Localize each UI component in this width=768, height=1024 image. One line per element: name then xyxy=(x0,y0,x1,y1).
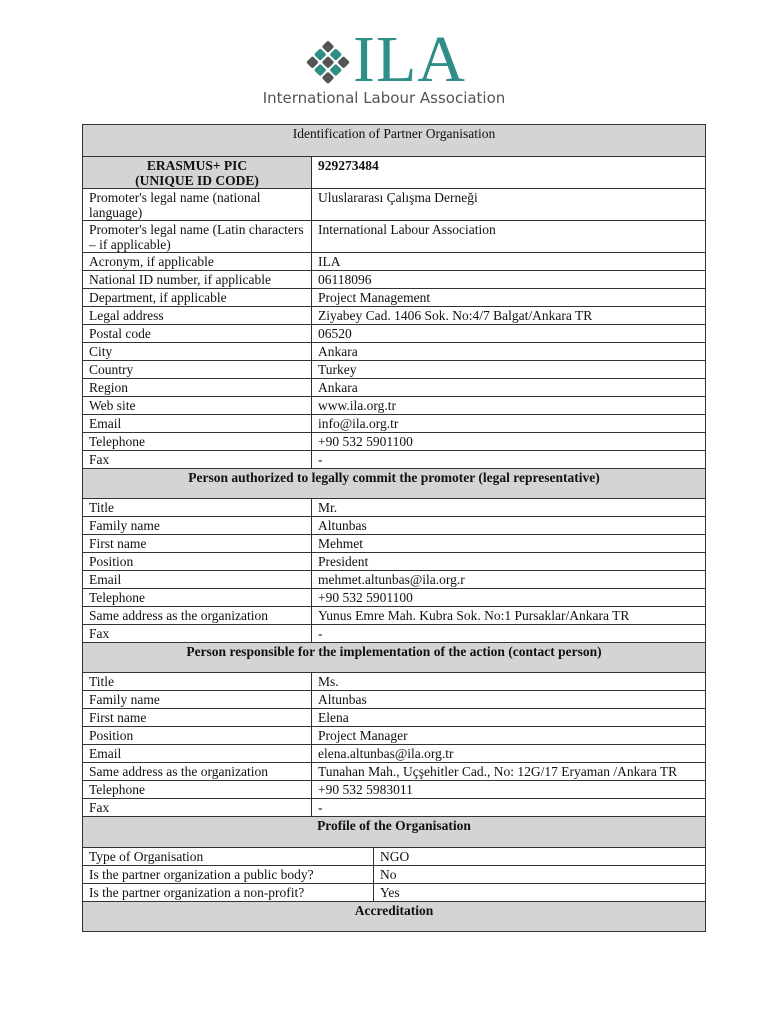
form-row xyxy=(83,325,706,343)
field-value: Yunus Emre Mah. Kubra Sok. No:1 Pursaklar/Ankara TR xyxy=(312,607,706,625)
form-row xyxy=(83,451,706,469)
form-row xyxy=(83,727,706,745)
field-label: Postal code xyxy=(83,325,312,343)
field-value: Turkey xyxy=(312,361,706,379)
form-row xyxy=(83,553,706,571)
section-header-contact-person: Person responsible for the implementation of the action (contact person) xyxy=(83,643,706,673)
field-value: NGO xyxy=(374,848,706,866)
form-row xyxy=(83,781,706,799)
field-label: Type of Organisation xyxy=(83,848,374,866)
field-label: Same address as the organization xyxy=(83,607,312,625)
field-label: Legal address xyxy=(83,307,312,325)
form-row xyxy=(83,361,706,379)
field-value: Uluslararası Çalışma Derneği xyxy=(312,189,706,221)
field-value: mehmet.altunbas@ila.org.r xyxy=(312,571,706,589)
field-value: Ms. xyxy=(312,673,706,691)
form-row xyxy=(83,848,706,866)
field-label: Family name xyxy=(83,691,312,709)
field-label: Fax xyxy=(83,799,312,817)
pic-value: 929273484 xyxy=(312,157,706,189)
form-row xyxy=(83,571,706,589)
form-row xyxy=(83,691,706,709)
field-label: Acronym, if applicable xyxy=(83,253,312,271)
form-row xyxy=(83,625,706,643)
field-label: Country xyxy=(83,361,312,379)
field-value: Ankara xyxy=(312,379,706,397)
form-row xyxy=(83,415,706,433)
form-row xyxy=(83,397,706,415)
section-header-identification: Identification of Partner Organisation xyxy=(83,125,706,157)
document-header xyxy=(0,0,768,124)
contact-person-section xyxy=(83,673,706,817)
form-row xyxy=(83,379,706,397)
form-row xyxy=(83,607,706,625)
field-label: Fax xyxy=(83,451,312,469)
form-row xyxy=(83,589,706,607)
field-label: First name xyxy=(83,709,312,727)
field-value: Mehmet xyxy=(312,535,706,553)
field-label: Email xyxy=(83,745,312,763)
form-row xyxy=(83,189,706,221)
field-value: Altunbas xyxy=(312,517,706,535)
field-label: Email xyxy=(83,415,312,433)
form-row xyxy=(83,884,706,902)
field-label: Email xyxy=(83,571,312,589)
field-value: Ankara xyxy=(312,343,706,361)
field-label: Title xyxy=(83,499,312,517)
field-label: Family name xyxy=(83,517,312,535)
form-row xyxy=(83,517,706,535)
profile-section xyxy=(83,848,706,902)
form-row xyxy=(83,271,706,289)
section-header-accreditation: Accreditation xyxy=(83,902,706,932)
form-row xyxy=(83,289,706,307)
field-value: - xyxy=(312,451,706,469)
pic-row xyxy=(83,157,706,189)
form-row xyxy=(83,221,706,253)
field-label: Position xyxy=(83,553,312,571)
form-row xyxy=(83,535,706,553)
form-row xyxy=(83,343,706,361)
field-label: Title xyxy=(83,673,312,691)
field-value: Yes xyxy=(374,884,706,902)
field-label: Region xyxy=(83,379,312,397)
pic-label xyxy=(83,157,312,189)
field-label: Telephone xyxy=(83,781,312,799)
field-label: Is the partner organization a public body? xyxy=(83,866,374,884)
field-label: Department, if applicable xyxy=(83,289,312,307)
field-value: Tunahan Mah., Uçşehitler Cad., No: 12G/17 Eryaman /Ankara TR xyxy=(312,763,706,781)
field-value: - xyxy=(312,799,706,817)
form-row xyxy=(83,709,706,727)
field-label: Same address as the organization xyxy=(83,763,312,781)
field-label: Position xyxy=(83,727,312,745)
field-value: Altunbas xyxy=(312,691,706,709)
form-row xyxy=(83,799,706,817)
partner-identification-form xyxy=(82,124,706,932)
form-row xyxy=(83,763,706,781)
field-label: First name xyxy=(83,535,312,553)
field-value: +90 532 5901100 xyxy=(312,589,706,607)
logo-wordmark: ILA xyxy=(353,23,466,96)
field-value: ILA xyxy=(312,253,706,271)
field-label: Promoter's legal name (national language) xyxy=(83,189,312,221)
form-row xyxy=(83,433,706,451)
field-value: Project Manager xyxy=(312,727,706,745)
pic-label-line2: (UNIQUE ID CODE) xyxy=(135,173,259,188)
field-label: City xyxy=(83,343,312,361)
form-row xyxy=(83,673,706,691)
field-value: +90 532 5983011 xyxy=(312,781,706,799)
field-value: President xyxy=(312,553,706,571)
field-label: Telephone xyxy=(83,589,312,607)
field-value: elena.altunbas@ila.org.tr xyxy=(312,745,706,763)
form-row xyxy=(83,307,706,325)
form-row xyxy=(83,745,706,763)
section-header-profile: Profile of the Organisation xyxy=(83,817,706,848)
organization-name: International Labour Association xyxy=(262,89,506,107)
ila-logo-icon xyxy=(300,38,356,88)
field-value: Ziyabey Cad. 1406 Sok. No:4/7 Balgat/Ankara TR xyxy=(312,307,706,325)
form-row xyxy=(83,499,706,517)
field-label: Web site xyxy=(83,397,312,415)
field-value: Project Management xyxy=(312,289,706,307)
field-label: National ID number, if applicable xyxy=(83,271,312,289)
field-value: - xyxy=(312,625,706,643)
field-value: info@ila.org.tr xyxy=(312,415,706,433)
field-label: Fax xyxy=(83,625,312,643)
field-value: www.ila.org.tr xyxy=(312,397,706,415)
field-label: Is the partner organization a non-profit? xyxy=(83,884,374,902)
form-row xyxy=(83,253,706,271)
field-label: Promoter's legal name (Latin characters – if applicable) xyxy=(83,221,312,253)
field-label: Telephone xyxy=(83,433,312,451)
section-header-legal-representative: Person authorized to legally commit the promoter (legal representative) xyxy=(83,469,706,499)
legal-representative-section xyxy=(83,499,706,643)
form-row xyxy=(83,866,706,884)
promoter-section xyxy=(83,189,706,469)
field-value: No xyxy=(374,866,706,884)
field-value: 06520 xyxy=(312,325,706,343)
field-value: Mr. xyxy=(312,499,706,517)
field-value: Elena xyxy=(312,709,706,727)
field-value: +90 532 5901100 xyxy=(312,433,706,451)
field-value: International Labour Association xyxy=(312,221,706,253)
pic-label-line1: ERASMUS+ PIC xyxy=(146,158,248,173)
field-value: 06118096 xyxy=(312,271,706,289)
